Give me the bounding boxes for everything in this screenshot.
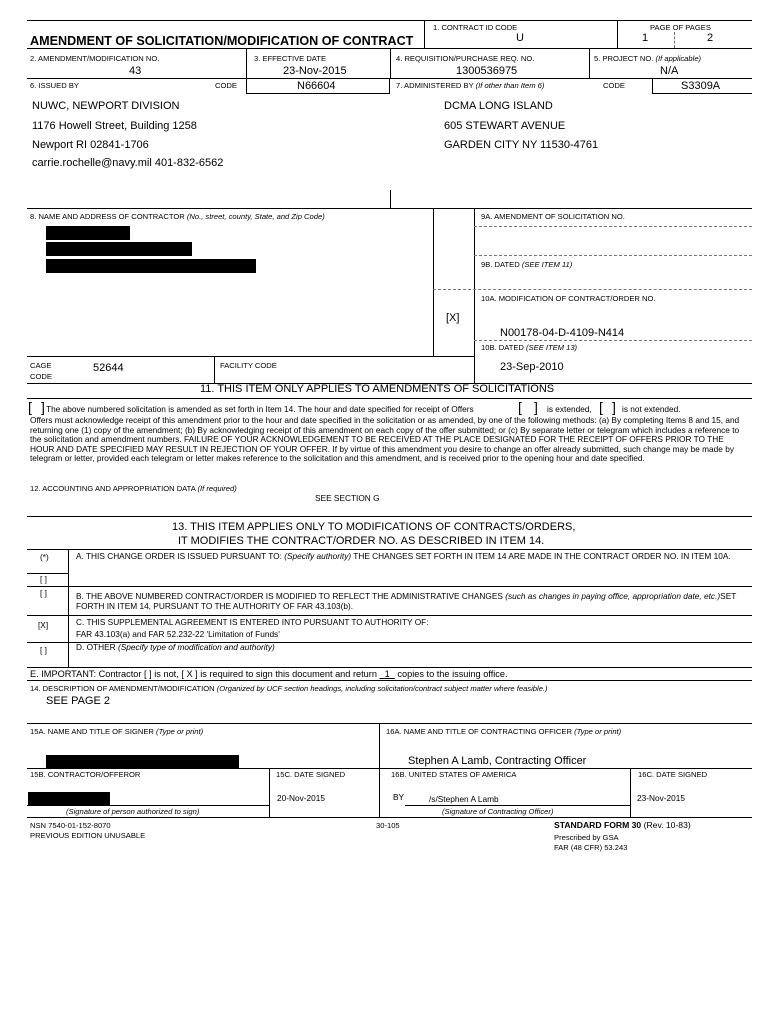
admin-line-1: DCMA LONG ISLAND xyxy=(444,100,553,112)
item-10a-check: [X] xyxy=(446,312,460,324)
contracting-officer-name: Stephen A Lamb, Contracting Officer xyxy=(408,755,587,767)
rule xyxy=(246,48,247,78)
redaction xyxy=(46,226,130,240)
rule xyxy=(630,768,631,817)
item-13-title-2: IT MODIFIES THE CONTRACT/ORDER NO. AS DESCRIBED IN ITEM 14. xyxy=(178,535,545,547)
rule xyxy=(269,768,270,817)
bracket: ] xyxy=(534,399,538,415)
project-no-label: 5. PROJECT NO. (If applicable) xyxy=(594,54,702,63)
admin-line-2: 605 STEWART AVENUE xyxy=(444,120,566,132)
admin-line-3: GARDEN CITY NY 11530-4761 xyxy=(444,139,599,151)
bracket: [ xyxy=(28,399,32,415)
item-10b-label: 10B. DATED (SEE ITEM 13) xyxy=(481,343,578,352)
item-14-value: SEE PAGE 2 xyxy=(46,695,110,707)
signer-label: 15A. NAME AND TITLE OF SIGNER (Type or print) xyxy=(30,727,204,736)
rule xyxy=(589,48,590,78)
contract-id-value: U xyxy=(516,32,524,44)
rule xyxy=(27,516,752,517)
requisition-label: 4. REQUISITION/PURCHASE REQ. NO. xyxy=(396,54,535,63)
standard-form: STANDARD FORM 30 (Rev. 10-83) xyxy=(554,820,691,830)
cage-label-1: CAGE xyxy=(30,361,52,370)
rule xyxy=(474,226,752,227)
bracket: ] xyxy=(612,399,616,415)
issuer-line-3: Newport RI 02841-1706 xyxy=(32,139,149,151)
requisition-value: 1300536975 xyxy=(456,65,518,77)
redaction xyxy=(28,792,110,805)
item-13b-mark: [ ] xyxy=(40,588,47,598)
date-signed-15c-label: 15C. DATE SIGNED xyxy=(276,770,346,779)
item-11-not-extended: is not extended. xyxy=(622,404,681,414)
rule xyxy=(27,680,752,681)
date-signed-16c-label: 16C. DATE SIGNED xyxy=(638,770,708,779)
form-code: 30-105 xyxy=(376,821,400,830)
issued-by-label: 6. ISSUED BY xyxy=(30,81,79,90)
far-reference: FAR (48 CFR) 53.243 xyxy=(554,843,628,852)
bracket: [ xyxy=(599,399,603,415)
item-13c-mark: [X] xyxy=(38,620,49,630)
rule xyxy=(27,20,752,21)
cage-value: 52644 xyxy=(93,362,124,374)
rule xyxy=(27,549,752,550)
facility-code-label: FACILITY CODE xyxy=(220,361,277,370)
item-13c-text: C. THIS SUPPLEMENTAL AGREEMENT IS ENTERED INTO PURSUANT TO AUTHORITY OF: xyxy=(76,617,429,627)
rule xyxy=(390,48,391,78)
contract-id-label: 1. CONTRACT ID CODE xyxy=(433,23,518,32)
rule xyxy=(379,723,380,817)
rule xyxy=(27,667,752,668)
item-11-body: Offers must acknowledge receipt of this amendment prior to the hour and date specified in the solicitation or as amended, by one of the following methods: (a) By completing Items 8 and 15, and returning one (1) copy of the amendment; (b) By acknowledging receipt of this amendment on each copy of the offer submitted; or (c) By separate letter or telegram which includes a reference to the solicitation and amendment numbers. FAILURE OF YOUR ACKNOWLEDGEMENT TO BE RECEIVED AT THE PLACE DESIGNATED FOR THE RECEIPT OF OFFERS PRIOR TO THE HOUR AND DATE SPECIFIED MAY RESULT IN REJECTION OF YOUR OFFER. If by virtue of this amendment you desire to change an offer already submitted, such change may be made by telegram or letter, provided each telegram or letter makes reference to the solicitation and this amendment, and is received prior to the opening hour and date specified. xyxy=(30,415,740,464)
issuer-line-4: carrie.rochelle@navy.mil 401-832-6562 xyxy=(32,157,224,169)
item-13c-value: FAR 43.103(a) and FAR 52.232-22 'Limitation of Funds' xyxy=(76,629,280,639)
item-9a-label: 9A. AMENDMENT OF SOLICITATION NO. xyxy=(481,212,625,221)
by-label: BY xyxy=(393,792,405,802)
rule xyxy=(674,32,675,48)
rule xyxy=(474,208,475,383)
rule xyxy=(27,817,752,818)
rule xyxy=(27,573,68,574)
rule xyxy=(68,549,69,667)
issuer-line-2: 1176 Howell Street, Building 1258 xyxy=(32,120,197,132)
accounting-value: SEE SECTION G xyxy=(315,493,380,503)
item-9b-label: 9B. DATED (SEE ITEM 11) xyxy=(481,260,573,269)
project-no-value: N/A xyxy=(660,65,679,77)
date-signed-15c-value: 20-Nov-2015 xyxy=(277,793,325,803)
effective-date-value: 23-Nov-2015 xyxy=(283,65,347,77)
administered-by-label: 7. ADMINISTERED BY (If other than Item 6) xyxy=(396,81,545,90)
issuer-line-1: NUWC, NEWPORT DIVISION xyxy=(32,100,180,112)
signature-value: /s/Stephen A Lamb xyxy=(429,794,499,804)
rule xyxy=(405,805,630,806)
item-13-blank-mark: [ ] xyxy=(40,574,47,584)
usa-label: 16B. UNITED STATES OF AMERICA xyxy=(391,770,517,779)
pages-total: 2 xyxy=(707,32,714,44)
rule xyxy=(474,340,752,341)
amendment-no-value: 43 xyxy=(129,65,142,77)
item-14-label: 14. DESCRIPTION OF AMENDMENT/MODIFICATION (Organized by UCF section headings, including solicitation/contract subject matter where feasible.) xyxy=(30,684,548,693)
redaction xyxy=(46,755,239,768)
rule xyxy=(474,255,752,256)
item-13d-text: D. OTHER (Specify type of modification and authority) xyxy=(76,642,275,652)
rule xyxy=(27,768,752,769)
issued-code-value: N66604 xyxy=(297,80,336,92)
rule xyxy=(424,20,425,48)
bracket: ] xyxy=(41,399,45,415)
admin-code-label: CODE xyxy=(603,81,625,90)
rule xyxy=(27,805,269,806)
item-11-extended: is extended, xyxy=(547,404,592,414)
item-13a-text: A. THIS CHANGE ORDER IS ISSUED PURSUANT TO: (Specify authority) THE CHANGES SET FORTH IN ITEM 14 ARE MADE IN THE CONTRACT ORDER NO. IN ITEM 10A. xyxy=(76,551,731,561)
item-13b-text: B. THE ABOVE NUMBERED CONTRACT/ORDER IS MODIFIED TO REFLECT THE ADMINISTRATIVE CHANGES (such as changes in paying office, appropriation date, etc.)SET FORTH IN ITEM 14, PURSUANT TO THE AUTHORITY OF FAR 43.103(b). xyxy=(76,591,737,611)
contractor-label: 8. NAME AND ADDRESS OF CONTRACTOR (No., street, county, State, and Zip Code) xyxy=(30,212,325,221)
important-line: E. IMPORTANT: Contractor [ ] is not, [ X ] is required to sign this document and return 1 copies to the issuing office. xyxy=(30,669,508,679)
rule xyxy=(214,356,215,383)
item-10b-value: 23-Sep-2010 xyxy=(500,361,564,373)
nsn: NSN 7540-01-152-8070 xyxy=(30,821,111,830)
rule xyxy=(27,615,752,616)
redaction xyxy=(46,242,192,256)
bracket: [ xyxy=(518,399,522,415)
rule xyxy=(433,208,434,356)
page-of-pages-label: PAGE OF PAGES xyxy=(650,23,711,32)
item-13d-mark: [ ] xyxy=(40,645,47,655)
previous-edition: PREVIOUS EDITION UNUSABLE xyxy=(30,831,146,840)
contracting-officer-label: 16A. NAME AND TITLE OF CONTRACTING OFFICER (Type or print) xyxy=(386,727,622,736)
signature-co-note: (Signature of Contracting Officer) xyxy=(442,807,554,816)
rule xyxy=(27,398,752,399)
rule xyxy=(433,289,752,290)
rule xyxy=(27,586,752,587)
item-11-title: 11. THIS ITEM ONLY APPLIES TO AMENDMENTS OF SOLICITATIONS xyxy=(200,383,555,395)
signature-person-note: (Signature of person authorized to sign) xyxy=(66,807,200,816)
item-13a-mark: (*) xyxy=(40,552,49,562)
redaction xyxy=(46,259,256,273)
prescribed-by: Prescribed by GSA xyxy=(554,833,619,842)
item-10a-value: N00178-04-D-4109-N414 xyxy=(500,327,625,339)
rule xyxy=(27,723,752,724)
item-13-title-1: 13. THIS ITEM APPLIES ONLY TO MODIFICATIONS OF CONTRACTS/ORDERS, xyxy=(172,521,576,533)
item-10a-label: 10A. MODIFICATION OF CONTRACT/ORDER NO. xyxy=(481,294,656,303)
date-signed-16c-value: 23-Nov-2015 xyxy=(637,793,685,803)
rule xyxy=(27,208,752,209)
cage-label-2: CODE xyxy=(30,372,52,381)
issued-code-label: CODE xyxy=(215,81,237,90)
admin-code-value: S3309A xyxy=(681,80,721,92)
rule xyxy=(27,356,474,357)
effective-date-label: 3. EFFECTIVE DATE xyxy=(254,54,327,63)
form-title: AMENDMENT OF SOLICITATION/MODIFICATION OF CONTRACT xyxy=(30,34,414,48)
contractor-offeror-label: 15B. CONTRACTOR/OFFEROR xyxy=(30,770,141,779)
rule xyxy=(390,190,391,208)
item-11-text-1: The above numbered solicitation is amended as set forth in Item 14. The hour and date specified for receipt of Offers xyxy=(46,404,474,414)
amendment-no-label: 2. AMENDMENT/MODIFICATION NO. xyxy=(30,54,160,63)
accounting-label: 12. ACCOUNTING AND APPROPRIATION DATA (If required) xyxy=(30,484,237,493)
page-number: 1 xyxy=(642,32,649,44)
rule xyxy=(617,20,618,48)
